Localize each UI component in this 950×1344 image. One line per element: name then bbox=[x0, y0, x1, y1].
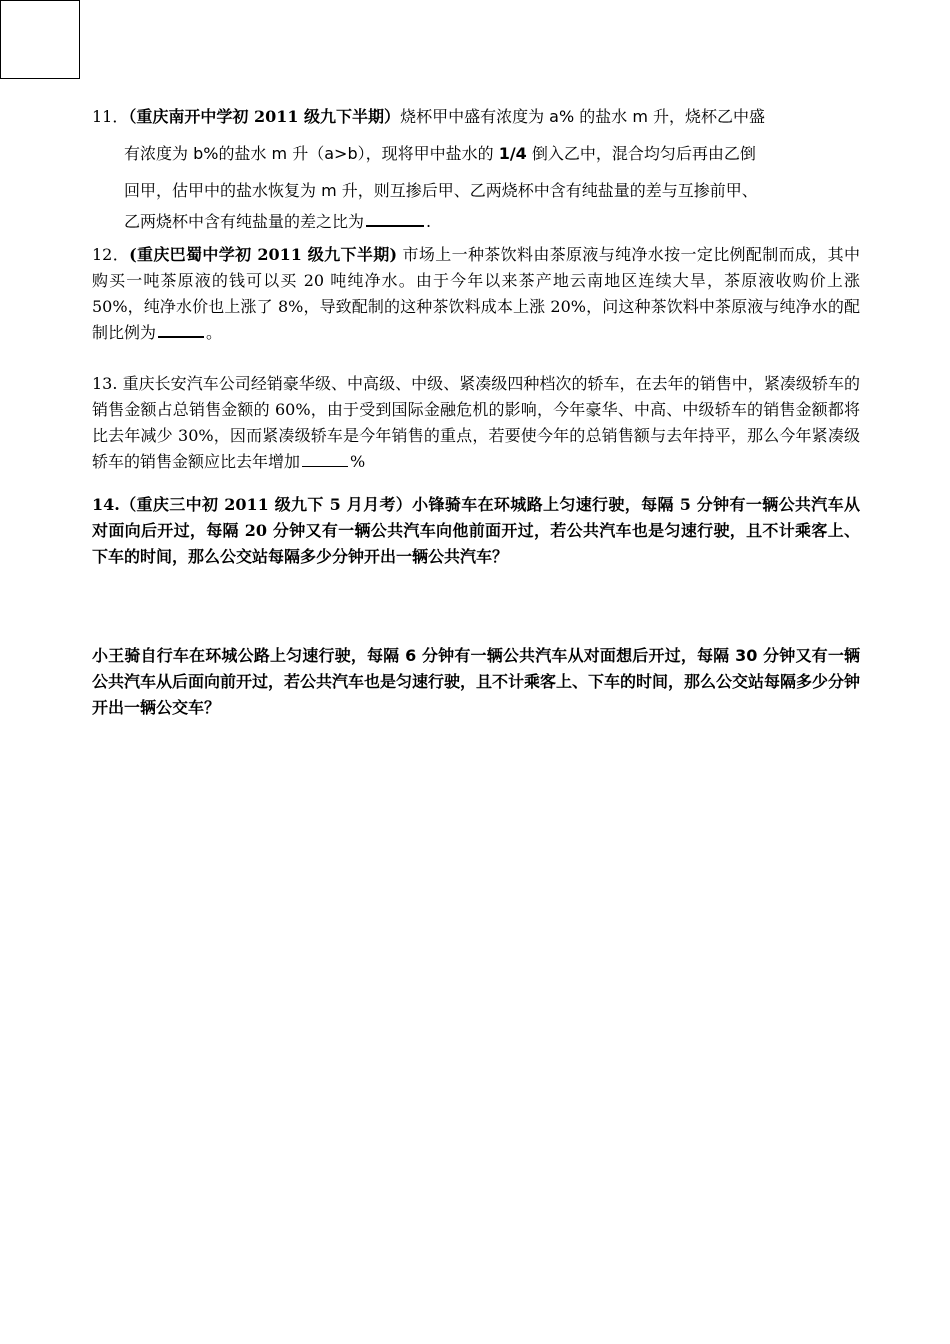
question-11-text: 的盐水 bbox=[218, 144, 272, 163]
math-m: m bbox=[632, 107, 648, 126]
question-13-text: 13. 重庆长安汽车公司经销豪华级、中高级、中级、紧凑级四种档次的轿车，在去年的销售中，紧凑级轿车的销售金额占总销售金额的 60%，由于受到国际金融危机的影响，今年豪华、中高、中级轿车的销售金额都将比去年减少 30%，因而紧凑级轿车是今年销售的重点，若要使今年的总销售额与去年持平，那么今年紧凑级轿车的销售金额应比去年增加 bbox=[92, 374, 860, 471]
question-11-text: 的盐水 bbox=[574, 107, 633, 126]
question-11 bbox=[92, 98, 860, 234]
math-condition: a>b bbox=[324, 144, 358, 163]
question-13 bbox=[92, 371, 860, 475]
question-11-last-line bbox=[124, 209, 860, 234]
answer-blank[interactable] bbox=[158, 320, 204, 338]
question-15 bbox=[92, 643, 860, 721]
question-12-end: 。 bbox=[206, 323, 223, 342]
question-11-text: 倒入乙中，混合均匀后再由乙倒 bbox=[526, 144, 756, 163]
question-11-text: 回甲，估甲中的盐水恢复为 bbox=[124, 181, 322, 200]
answer-blank[interactable] bbox=[366, 209, 424, 227]
question-11-text: 升，烧杯乙中盛 bbox=[647, 107, 766, 126]
question-11-text: 升（ bbox=[287, 144, 325, 163]
question-11-text: 升，则互掺后甲、乙两烧杯中含有纯盐量的差与互掺前甲、 bbox=[336, 181, 758, 200]
math-fraction: 1/4 bbox=[498, 144, 527, 163]
question-11-text: 乙两烧杯中含有纯盐量的差之比为 bbox=[124, 212, 365, 231]
question-11-number: 11． bbox=[92, 107, 129, 126]
math-b-percent: b% bbox=[193, 144, 219, 163]
question-12 bbox=[92, 242, 860, 346]
question-14-text: 14.（重庆三中初 2011 级九下 5 月月考）小锋骑车在环城路上匀速行驶，每隔 5 分钟有一辆公共汽车从对面向后开过，每隔 20 分钟又有一辆公共汽车向他前面开过，若公共汽车也是匀速行驶，且不计乘客上、下车的时间，那么公交站每隔多少分钟开出一辆公共汽车？ bbox=[92, 495, 860, 566]
question-11-end: . bbox=[426, 212, 432, 231]
question-13-end: % bbox=[350, 452, 366, 471]
corner-box bbox=[0, 0, 80, 79]
question-11-line1 bbox=[92, 98, 860, 135]
question-15-text: 小王骑自行车在环城公路上匀速行驶，每隔 6 分钟有一辆公共汽车从对面想后开过，每隔 30 分钟又有一辆公共汽车从后面向前开过，若公共汽车也是匀速行驶，且不计乘客上、下车的时间，那么公交站每隔多少分钟开出一辆公交车？ bbox=[92, 646, 861, 717]
question-11-text: 烧杯甲中盛有浓度为 bbox=[400, 107, 550, 126]
question-11-text: 有浓度为 bbox=[124, 144, 194, 163]
question-12-source: (重庆巴蜀中学初 2011 级九下半期) bbox=[129, 245, 398, 264]
math-m: m bbox=[321, 181, 337, 200]
answer-blank[interactable] bbox=[302, 450, 348, 467]
question-11-text: ），现将甲中盐水的 bbox=[357, 144, 499, 163]
math-a-percent: a% bbox=[549, 107, 575, 126]
question-11-source: （重庆南开中学初 2011 级九下半期） bbox=[128, 107, 401, 126]
question-12-text: 市场上一种茶饮料由茶原液与纯净水按一定比例配制而成，其中购买一吨茶原液的钱可以买 20 吨纯净水。由于今年以来茶产地云南地区连续大旱，茶原液收购价上涨 50%，纯净水价也上涨了 8%，导致配制的这种茶饮料成本上涨 20%，问这种茶饮料中茶原液与纯净水的配制比例为 bbox=[92, 245, 860, 342]
question-11-rest bbox=[92, 135, 860, 234]
question-12-number: 12． bbox=[92, 245, 130, 264]
question-14 bbox=[92, 492, 860, 570]
math-m: m bbox=[271, 144, 288, 163]
